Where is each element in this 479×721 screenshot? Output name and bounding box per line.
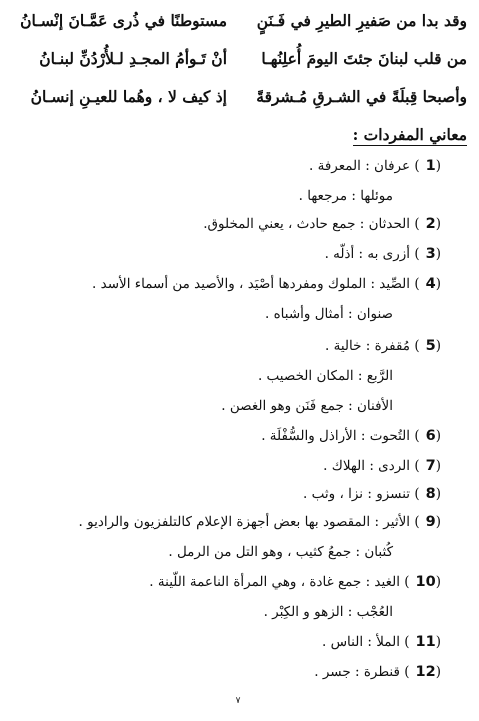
entry-number: (7) bbox=[414, 458, 441, 474]
vocab-entry-8 bbox=[303, 484, 441, 504]
verse-line-3 bbox=[12, 86, 467, 112]
vocab-subentry: العُجْب : الزهو و الكِبْر . bbox=[263, 604, 393, 620]
entry-text: مُقفرة : خالية . bbox=[325, 338, 411, 354]
vocab-entry-7 bbox=[323, 456, 441, 476]
vocab-entry-3 bbox=[325, 244, 441, 264]
vocab-subentry: صنوان : أمثال وأشباه . bbox=[265, 306, 393, 322]
entry-text: عرفان : المعرفة . bbox=[309, 158, 411, 174]
vocab-entry-4 bbox=[92, 274, 441, 294]
entry-number: (9) bbox=[414, 514, 441, 530]
page-number: ٧ bbox=[235, 696, 241, 706]
vocab-subentry: الرَّبع : المكان الخصيب . bbox=[257, 368, 393, 384]
vocab-entry-5 bbox=[325, 336, 441, 356]
section-title-text: معاني المفردات : bbox=[352, 125, 467, 144]
vocab-entry-9 bbox=[79, 512, 441, 532]
vocab-entry-6 bbox=[261, 426, 441, 446]
vocab-entry-12 bbox=[314, 662, 441, 682]
entry-number: (6) bbox=[414, 428, 441, 444]
verse-second-hemistich: مستوطنًا في ذُرى عَمَّـانَ إنْسـانُ bbox=[20, 11, 227, 30]
vocab-subentry: موئلها : مرجعها . bbox=[298, 188, 393, 204]
entry-text: الحدثان : جمع حادث ، يعني المخلوق. bbox=[203, 216, 411, 232]
entry-text: تنسزو : نزا ، وثب . bbox=[303, 486, 411, 502]
verse-second-hemistich: إذ كيف لا ، وهُما للعيـنِ إنسـانُ bbox=[30, 87, 227, 106]
entry-text: الأثير : المقصود بها بعض أجهزة الإعلام كالتلفزيون والراديو . bbox=[78, 514, 411, 530]
verse-line-2 bbox=[12, 48, 467, 74]
entry-text: أزرى به : أذلّه . bbox=[324, 246, 411, 262]
vocab-entry-1 bbox=[309, 156, 441, 176]
section-title bbox=[353, 124, 467, 146]
entry-number: (12) bbox=[404, 664, 441, 680]
verse-second-hemistich: أنْ تَـوأمُ المجـدِ لـلأُرْدُنِّ لبنـانُ bbox=[39, 49, 227, 68]
entry-number: (1) bbox=[414, 158, 441, 174]
entry-number: (2) bbox=[414, 216, 441, 232]
vocab-subentry: الأفنان : جمع فَنَن وهو الغصن . bbox=[221, 398, 393, 414]
vocab-entry-10 bbox=[149, 572, 441, 592]
verse-line-1 bbox=[12, 10, 467, 36]
entry-text: قنطرة : جسر . bbox=[314, 664, 400, 680]
verse-first-hemistich: وأصبحا قِبلَةً في الشـرقِ مُـشرقةً bbox=[256, 87, 467, 106]
entry-text: الردى : الهلاك . bbox=[323, 458, 411, 474]
entry-number: (11) bbox=[404, 634, 441, 650]
entry-text: التُحوت : الأراذل والسُّفْلَة . bbox=[261, 428, 411, 444]
entry-number: (5) bbox=[414, 338, 441, 354]
entry-text: الصِّيد : الملوك ومفردها أصْيَد ، والأصيد من أسماء الأسد . bbox=[92, 276, 411, 292]
entry-number: (10) bbox=[404, 574, 441, 590]
entry-text: الملأ : الناس . bbox=[321, 634, 400, 650]
vocab-subentry: كُثبان : جمعُ كثيب ، وهو التل من الرمل . bbox=[168, 544, 393, 560]
entry-number: (8) bbox=[414, 486, 441, 502]
verse-first-hemistich: وقد بدا من صَفيرِ الطيرِ في فَـنَنٍ bbox=[256, 11, 467, 30]
verse-first-hemistich: من قلب لبنانَ جئتَ اليومَ أُعلِنُهـا bbox=[261, 49, 467, 68]
vocab-entry-11 bbox=[322, 632, 441, 652]
entry-text: الغيد : جمع غادة ، وهي المرأة الناعمة اللّينة . bbox=[149, 574, 400, 590]
entry-number: (4) bbox=[414, 276, 441, 292]
entry-number: (3) bbox=[414, 246, 441, 262]
vocab-entry-2 bbox=[203, 214, 441, 234]
